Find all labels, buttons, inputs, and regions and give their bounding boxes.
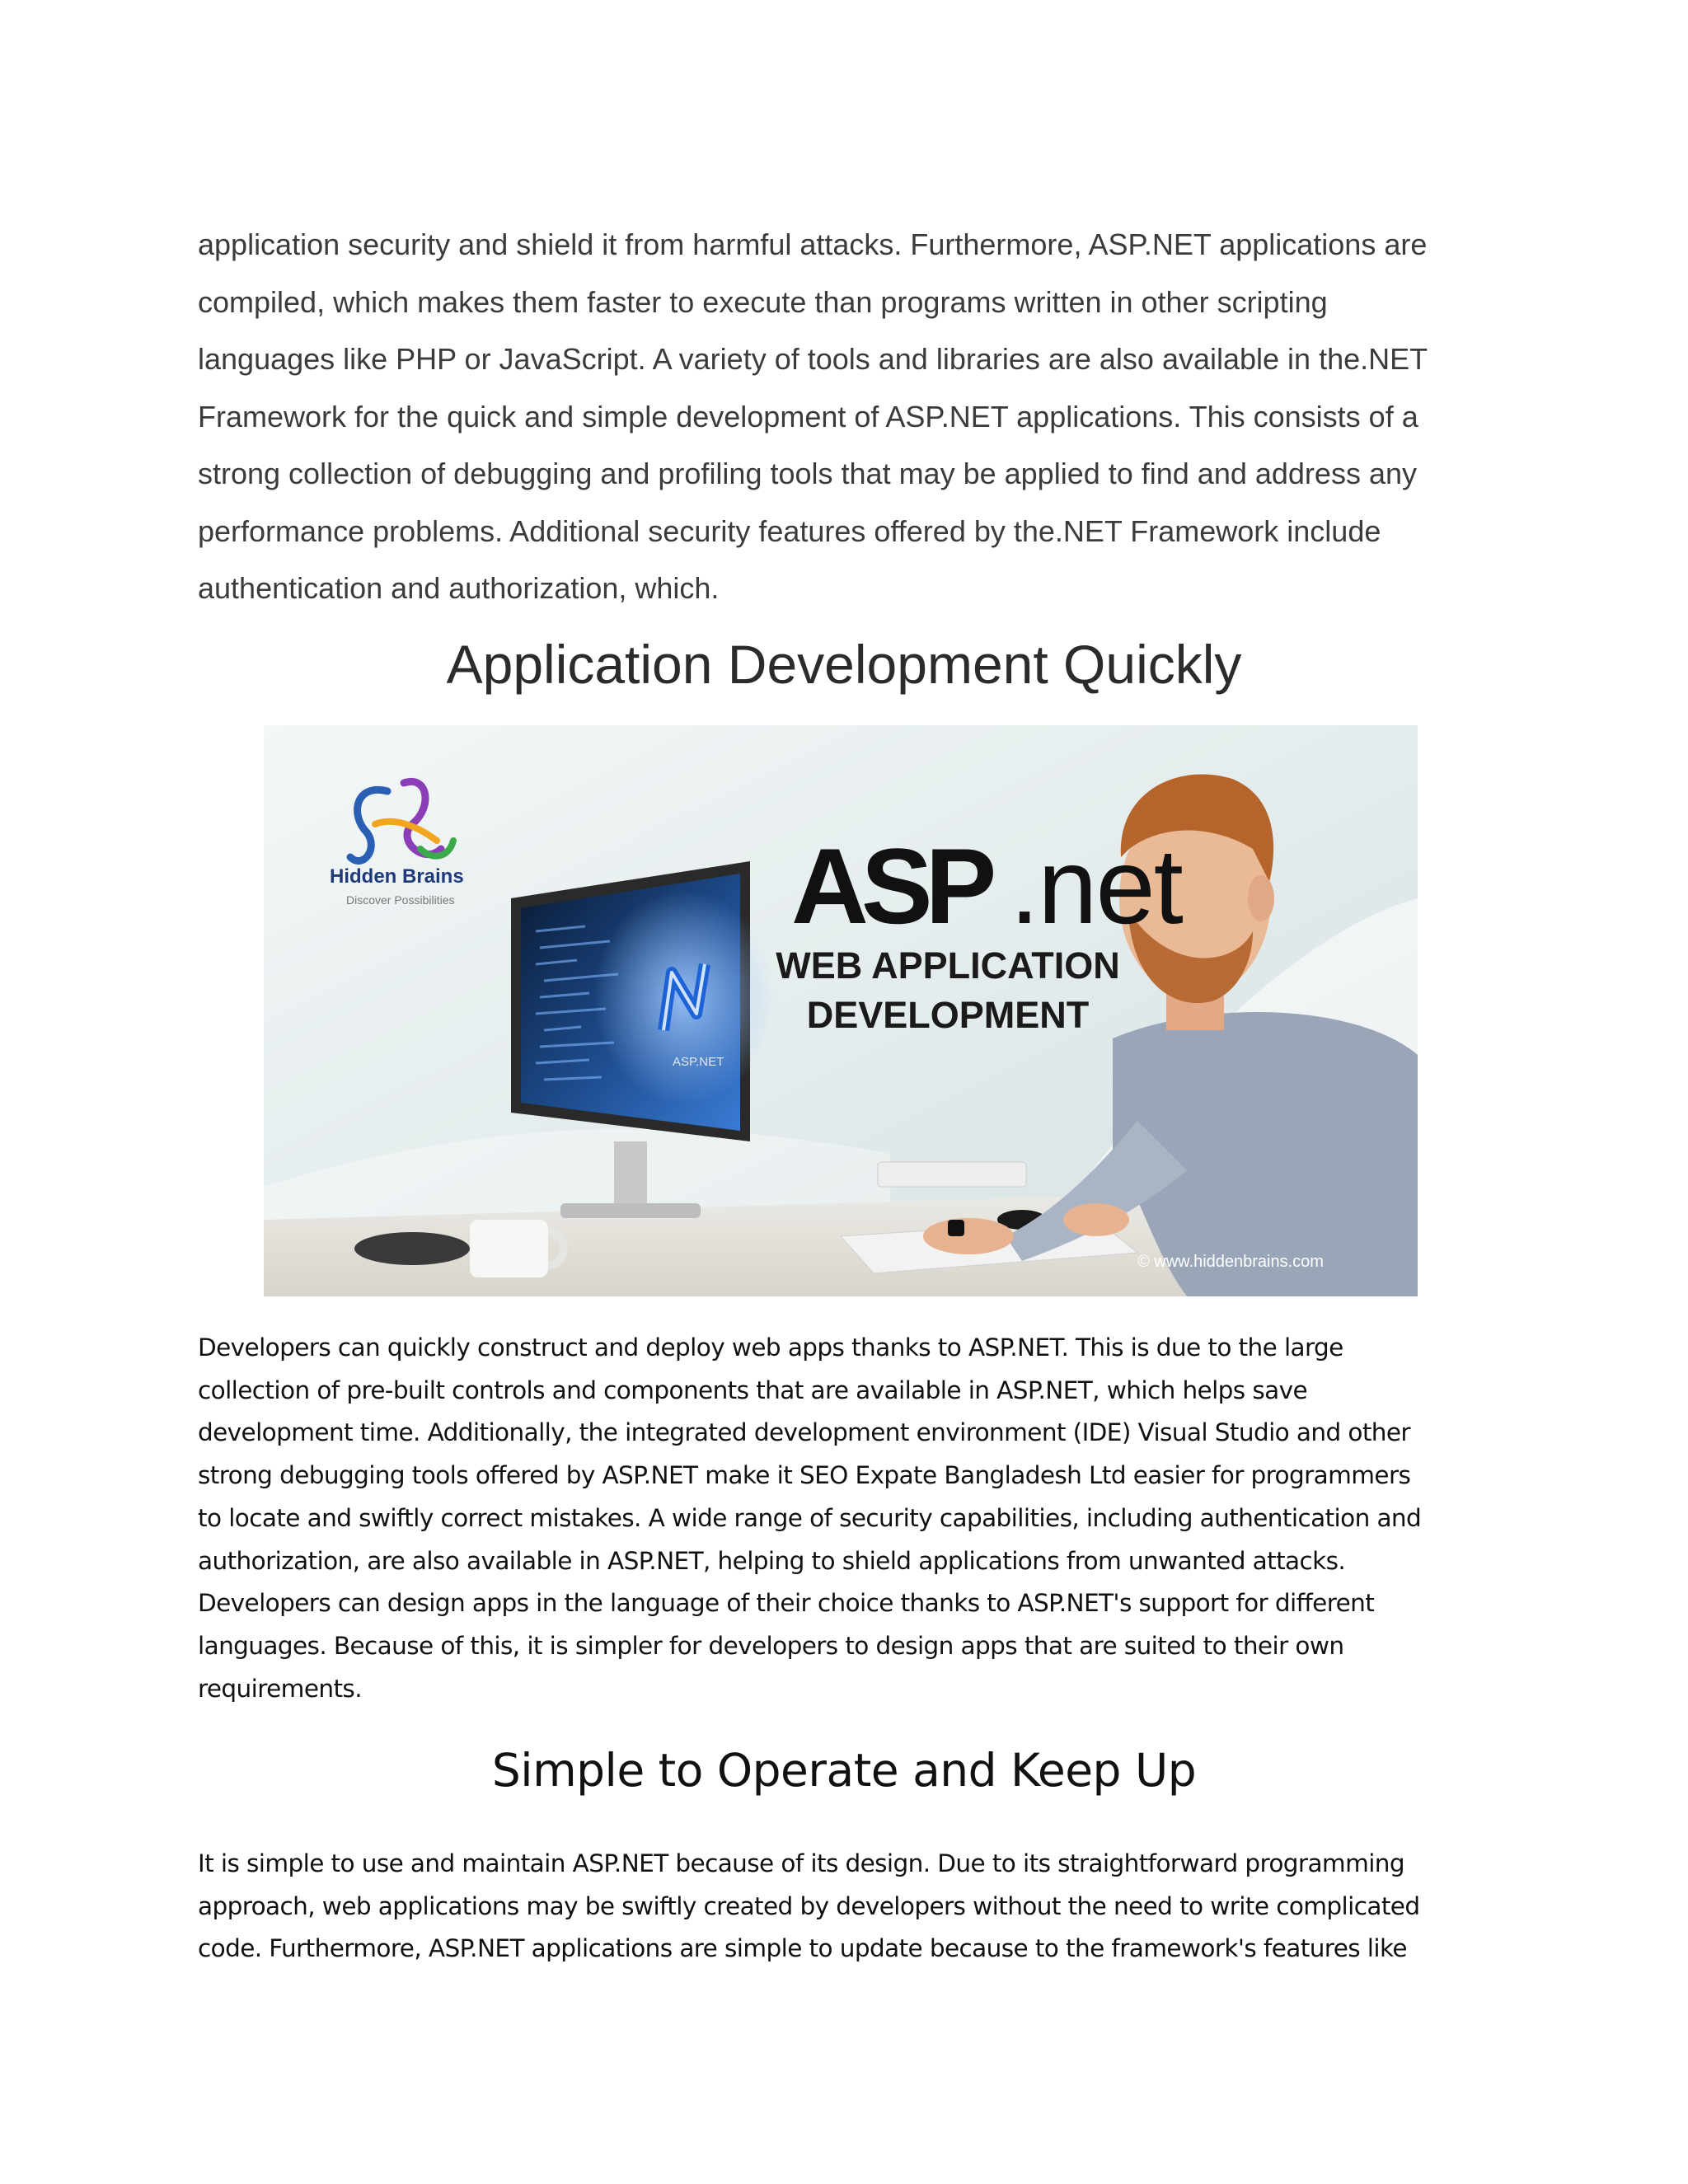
paragraph-line: languages. Because of this, it is simpler for developers to design apps that are suited to their own [198,1631,1344,1660]
paragraph-line: compiled, which makes them faster to execute than programs written in other scripting [198,284,1328,319]
paragraph-line: approach, web applications may be swiftly created by developers without the need to write complicated [198,1891,1420,1920]
paragraph-line: performance problems. Additional security features offered by the.NET Framework include [198,513,1381,548]
banner-monitor-label: ASP.NET [673,1055,724,1069]
paragraph-line: authorization, are also available in ASP.NET, helping to shield applications from unwanted attacks. [198,1546,1346,1575]
paragraph-line: development time. Additionally, the integrated development environment (IDE) Visual Studio and other [198,1418,1410,1447]
section-heading-simple-to-operate: Simple to Operate and Keep Up [491,1744,1197,1797]
paragraph-line: strong debugging tools offered by ASP.NET make it SEO Expate Bangladesh Ltd easier for programmers [198,1461,1411,1490]
banner-logo-tagline: Discover Possibilities [346,893,455,907]
paragraph-line: application security and shield it from harmful attacks. Furthermore, ASP.NET applications are [198,227,1428,261]
paragraph-line: code. Furthermore, ASP.NET applications are simple to update because to the framework's features like [198,1934,1407,1963]
banner-tagline-line: DEVELOPMENT [806,994,1090,1036]
intro-paragraph [198,216,1500,617]
banner-logo-name: Hidden Brains [330,865,464,888]
asp-net-banner-image [264,725,1418,1296]
section1-paragraph [198,1327,1500,1710]
section-heading-app-development: Application Development Quickly [446,634,1242,695]
banner-tagline [767,941,1129,1040]
paragraph-line: languages like PHP or JavaScript. A variety of tools and libraries are also available in the.NET [198,342,1428,376]
paragraph-line: requirements. [198,1674,362,1703]
paragraph-line: Framework for the quick and simple development of ASP.NET applications. This consists of a [198,399,1418,434]
section2-paragraph [198,1843,1500,1971]
paragraph-line: Developers can design apps in the language of their choice thanks to ASP.NET's support for different [198,1589,1375,1618]
banner-brand-suffix: .net [1010,826,1182,946]
banner-brand-main: ASP [791,826,990,946]
banner-copyright: © www.hiddenbrains.com [1137,1253,1324,1271]
paragraph-line: to locate and swiftly correct mistakes. A wide range of security capabilities, including authentication and [198,1503,1422,1532]
paragraph-line: collection of pre-built controls and components that are available in ASP.NET, which helps save [198,1376,1308,1404]
paragraph-line: Developers can quickly construct and deploy web apps thanks to ASP.NET. This is due to the large [198,1333,1343,1361]
paragraph-line: strong collection of debugging and profiling tools that may be applied to find and address any [198,457,1417,490]
banner-tagline-line: WEB APPLICATION [776,944,1120,987]
paragraph-line: It is simple to use and maintain ASP.NET because of its design. Due to its straightforward programming [198,1849,1405,1877]
paragraph-line: authentication and authorization, which. [198,571,720,605]
